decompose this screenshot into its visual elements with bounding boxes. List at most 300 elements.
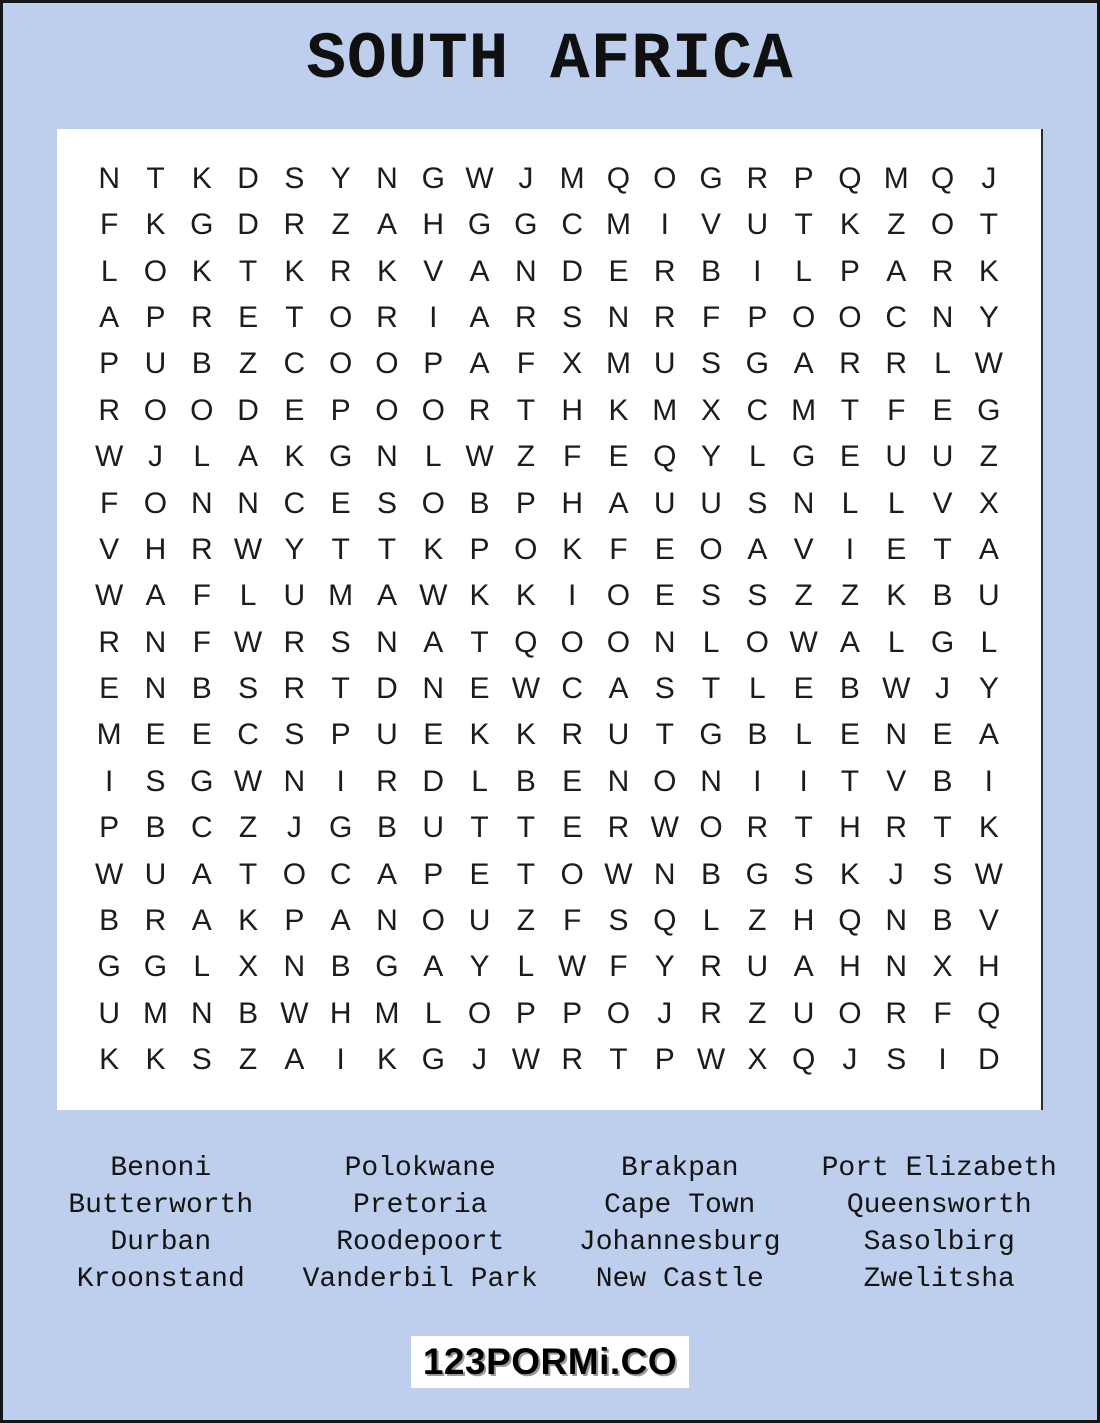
grid-letter: U: [746, 208, 769, 242]
grid-letter: T: [238, 254, 258, 288]
grid-letter: T: [933, 532, 952, 566]
word-item: Sasolbirg: [863, 1227, 1015, 1258]
grid-letter: O: [421, 904, 445, 938]
grid-letter: K: [99, 1043, 120, 1077]
grid-letter: K: [515, 579, 536, 613]
grid-letter: D: [237, 161, 259, 195]
grid-letter: E: [145, 718, 166, 752]
grid-letter: W: [974, 857, 1003, 891]
grid-letter: Q: [930, 161, 955, 195]
grid-letter: D: [237, 208, 259, 242]
grid-letter: O: [514, 532, 538, 566]
grid-letter: R: [700, 950, 722, 984]
grid-letter: N: [422, 672, 445, 706]
grid-letter: E: [238, 300, 259, 334]
grid-letter: A: [839, 625, 860, 659]
grid-letter: R: [468, 393, 491, 427]
word-column: [810, 1150, 1070, 1298]
grid-letter: S: [654, 672, 675, 706]
grid-letter: Y: [978, 300, 999, 334]
grid-letter: O: [745, 625, 769, 659]
grid-letter: L: [795, 718, 812, 752]
grid-letter: G: [745, 347, 769, 381]
grid-letter: O: [143, 254, 168, 288]
grid-letter: P: [469, 532, 490, 566]
word-item: Queensworth: [846, 1190, 1032, 1221]
grid-letter: G: [699, 718, 723, 752]
grid-letter: K: [145, 1043, 166, 1077]
grid-letter: S: [608, 904, 629, 938]
grid-letter: N: [376, 440, 398, 474]
grid-letter: O: [606, 579, 631, 613]
grid-letter: N: [885, 950, 908, 984]
word-column: [291, 1150, 551, 1298]
grid-letter: O: [282, 857, 307, 891]
word-item: New Castle: [595, 1264, 764, 1295]
grid-letter: O: [328, 347, 353, 381]
grid-letter: T: [655, 718, 674, 752]
grid-letter: W: [95, 579, 124, 613]
grid-letter: D: [422, 764, 445, 798]
grid-letter: O: [190, 393, 214, 427]
grid-letter: P: [793, 161, 814, 195]
grid-letter: R: [885, 347, 908, 381]
word-item: Polokwane: [344, 1153, 496, 1184]
grid-letter: B: [238, 996, 259, 1030]
grid-letter: E: [562, 811, 583, 845]
grid-letter: M: [559, 161, 585, 195]
grid-letter: Z: [887, 208, 906, 242]
grid-letter: T: [794, 208, 813, 242]
grid-letter: W: [882, 672, 911, 706]
grid-letter: L: [424, 440, 442, 474]
grid-letter: E: [423, 718, 444, 752]
word-item: Pretoria: [353, 1190, 488, 1221]
grid-letter: T: [516, 811, 536, 845]
grid-letter: N: [283, 764, 306, 798]
grid-letter: S: [747, 579, 768, 613]
grid-letter: W: [280, 996, 309, 1030]
site-logo: [411, 1336, 689, 1388]
grid-letter: Q: [838, 161, 862, 195]
grid-letter: S: [747, 486, 768, 520]
grid-letter: B: [701, 254, 722, 288]
grid-letter: Y: [284, 532, 305, 566]
grid-letter: K: [515, 718, 536, 752]
grid-letter: F: [192, 625, 211, 659]
grid-letter: G: [421, 1043, 445, 1077]
grid-letter: F: [609, 950, 628, 984]
grid-letter: Z: [238, 347, 258, 381]
grid-letter: V: [886, 764, 907, 798]
grid-letter: A: [886, 254, 907, 288]
grid-letter: E: [284, 393, 305, 427]
grid-letter: T: [840, 393, 860, 427]
grid-letter: O: [838, 996, 862, 1030]
grid-letter: R: [885, 811, 908, 845]
grid-letter: P: [839, 254, 860, 288]
grid-letter: J: [147, 440, 163, 474]
grid-letter: Q: [838, 904, 862, 938]
grid-letter: B: [747, 718, 768, 752]
grid-letter: R: [700, 996, 722, 1030]
grid-letter: E: [469, 672, 490, 706]
grid-letter: E: [654, 532, 675, 566]
grid-letter: E: [839, 440, 860, 474]
grid-letter: M: [652, 393, 678, 427]
word-search-panel: [57, 129, 1043, 1110]
grid-letter: G: [143, 950, 168, 984]
grid-letter: R: [561, 1043, 583, 1077]
grid-letter: A: [284, 1043, 305, 1077]
grid-letter: K: [145, 208, 166, 242]
grid-letter: L: [100, 254, 118, 288]
grid-letter: N: [607, 300, 630, 334]
grid-letter: U: [746, 950, 769, 984]
grid-letter: Z: [238, 811, 258, 845]
grid-letter: A: [469, 254, 490, 288]
grid-letter: Q: [791, 1043, 816, 1077]
grid-letter: F: [933, 996, 952, 1030]
grid-letter: I: [336, 1043, 345, 1077]
grid-letter: E: [793, 672, 814, 706]
grid-letter: G: [514, 208, 538, 242]
grid-letter: V: [978, 904, 999, 938]
grid-letter: Z: [748, 904, 767, 938]
grid-letter: M: [96, 718, 122, 752]
grid-letter: Z: [794, 579, 813, 613]
grid-letter: U: [144, 857, 167, 891]
grid-letter: S: [886, 1043, 907, 1077]
grid-letter: W: [465, 161, 494, 195]
grid-letter: R: [329, 254, 352, 288]
grid-letter: M: [605, 208, 631, 242]
grid-letter: P: [654, 1043, 675, 1077]
grid-letter: E: [839, 718, 860, 752]
grid-letter: P: [515, 486, 536, 520]
grid-letter: Z: [238, 1043, 258, 1077]
grid-letter: U: [885, 440, 908, 474]
grid-letter: K: [423, 532, 444, 566]
grid-letter: P: [284, 904, 305, 938]
grid-letter: K: [978, 254, 999, 288]
grid-letter: T: [840, 764, 860, 798]
grid-letter: R: [283, 208, 306, 242]
grid-letter: T: [470, 811, 489, 845]
grid-letter: N: [98, 161, 121, 195]
grid-letter: H: [977, 950, 1000, 984]
grid-letter: N: [190, 996, 213, 1030]
grid-letter: F: [562, 440, 582, 474]
grid-letter: U: [607, 718, 630, 752]
grid-letter: L: [193, 950, 211, 984]
grid-letter: A: [376, 857, 397, 891]
grid-letter: Q: [606, 161, 631, 195]
grid-letter: W: [604, 857, 633, 891]
grid-letter: E: [608, 440, 629, 474]
grid-letter: B: [376, 811, 397, 845]
grid-letter: W: [511, 1043, 541, 1077]
grid-letter: L: [980, 625, 998, 659]
grid-letter: T: [516, 393, 536, 427]
grid-letter: M: [374, 996, 400, 1030]
grid-letter: U: [376, 718, 398, 752]
grid-letter: G: [421, 161, 445, 195]
grid-letter: L: [748, 672, 766, 706]
grid-letter: R: [607, 811, 630, 845]
grid-letter: R: [746, 811, 769, 845]
grid-letter: F: [100, 486, 119, 520]
grid-letter: E: [330, 486, 351, 520]
grid-letter: N: [144, 672, 167, 706]
grid-letter: O: [375, 347, 399, 381]
grid-letter: O: [930, 208, 955, 242]
grid-letter: R: [98, 393, 121, 427]
grid-letter: U: [653, 486, 676, 520]
grid-letter: R: [561, 718, 583, 752]
grid-letter: E: [99, 672, 120, 706]
grid-letter: U: [792, 996, 815, 1030]
grid-letter: P: [423, 347, 444, 381]
grid-letter: Y: [978, 672, 999, 706]
word-item: Johannesburg: [578, 1227, 781, 1258]
grid-letter: L: [239, 579, 257, 613]
grid-letter: J: [657, 996, 673, 1030]
grid-letter: X: [701, 393, 722, 427]
grid-letter: C: [746, 393, 769, 427]
grid-letter: A: [99, 300, 120, 334]
grid-letter: W: [95, 857, 124, 891]
grid-letter: G: [467, 208, 492, 242]
word-item: Cape Town: [604, 1190, 756, 1221]
grid-letter: H: [422, 208, 445, 242]
grid-letter: U: [98, 996, 121, 1030]
grid-letter: N: [237, 486, 259, 520]
grid-letter: Z: [748, 996, 767, 1030]
grid-letter: N: [700, 764, 722, 798]
grid-letter: O: [328, 300, 353, 334]
grid-letter: S: [701, 579, 722, 613]
grid-letter: P: [99, 811, 120, 845]
grid-letter: R: [653, 300, 676, 334]
grid-letter: E: [932, 718, 953, 752]
grid-letter: Y: [330, 161, 351, 195]
grid-letter: I: [753, 254, 762, 288]
grid-letter: R: [190, 532, 213, 566]
grid-letter: Q: [514, 625, 538, 659]
grid-letter: B: [515, 764, 536, 798]
grid-letter: G: [699, 161, 723, 195]
grid-letter: K: [886, 579, 907, 613]
grid-letter: N: [885, 718, 908, 752]
grid-letter: R: [376, 764, 398, 798]
grid-letter: B: [191, 672, 212, 706]
grid-letter: T: [146, 161, 165, 195]
grid-letter: A: [608, 486, 629, 520]
grid-letter: J: [286, 811, 302, 845]
grid-letter: C: [190, 811, 213, 845]
grid-letter: O: [375, 393, 399, 427]
grid-letter: O: [791, 300, 816, 334]
grid-letter: A: [747, 532, 768, 566]
grid-letter: L: [887, 486, 905, 520]
grid-letter: W: [233, 532, 263, 566]
word-list: [3, 1150, 1097, 1298]
grid-letter: C: [329, 857, 352, 891]
grid-letter: H: [792, 904, 815, 938]
grid-letter: S: [284, 718, 305, 752]
grid-letter: F: [562, 904, 582, 938]
grid-letter: R: [931, 254, 954, 288]
grid-letter: C: [561, 208, 583, 242]
grid-letter: K: [238, 904, 259, 938]
grid-letter: R: [653, 254, 676, 288]
grid-letter: N: [792, 486, 815, 520]
grid-letter: A: [978, 718, 999, 752]
grid-letter: B: [932, 579, 953, 613]
grid-letter: T: [794, 811, 813, 845]
grid-letter: T: [933, 811, 952, 845]
grid-letter: N: [190, 486, 213, 520]
grid-letter: S: [238, 672, 259, 706]
grid-letter: O: [421, 486, 445, 520]
grid-letter: Z: [516, 440, 536, 474]
grid-letter: B: [932, 904, 953, 938]
grid-letter: H: [561, 486, 583, 520]
grid-letter: K: [191, 254, 212, 288]
grid-letter: A: [469, 300, 490, 334]
grid-letter: F: [516, 347, 536, 381]
grid-letter: C: [561, 672, 583, 706]
grid-letter: U: [653, 347, 676, 381]
grid-letter: B: [145, 811, 166, 845]
grid-letter: T: [609, 1043, 628, 1077]
grid-letter: R: [839, 347, 861, 381]
grid-letter: P: [423, 857, 444, 891]
grid-letter: V: [423, 254, 444, 288]
grid-letter: V: [793, 532, 814, 566]
grid-letter: G: [190, 208, 214, 242]
grid-letter: X: [238, 950, 259, 984]
grid-letter: I: [799, 764, 808, 798]
grid-letter: O: [653, 764, 677, 798]
grid-letter: F: [887, 393, 906, 427]
grid-letter: A: [978, 532, 999, 566]
grid-letter: I: [336, 764, 345, 798]
grid-letter: W: [233, 625, 263, 659]
grid-letter: I: [938, 1043, 947, 1077]
grid-letter: T: [377, 532, 397, 566]
grid-letter: A: [191, 904, 212, 938]
grid-letter: W: [974, 347, 1003, 381]
grid-letter: D: [977, 1043, 1000, 1077]
grid-letter: P: [330, 718, 351, 752]
grid-letter: W: [95, 440, 124, 474]
grid-letter: K: [608, 393, 629, 427]
grid-letter: O: [560, 857, 584, 891]
puzzle-title: SOUTH AFRICA: [306, 22, 794, 97]
grid-letter: X: [932, 950, 953, 984]
grid-letter: O: [653, 161, 677, 195]
grid-letter: I: [845, 532, 855, 566]
grid-letter: Q: [653, 440, 677, 474]
grid-letter: Y: [654, 950, 675, 984]
grid-letter: W: [696, 1043, 726, 1077]
grid-letter: W: [465, 440, 494, 474]
grid-letter: J: [888, 857, 904, 891]
grid-letter: S: [562, 300, 583, 334]
grid-letter: E: [932, 393, 953, 427]
grid-letter: T: [285, 300, 304, 334]
grid-letter: O: [606, 625, 631, 659]
grid-letter: G: [930, 625, 955, 659]
word-item: Port Elizabeth: [821, 1153, 1057, 1184]
grid-letter: F: [609, 532, 628, 566]
grid-letter: O: [421, 393, 445, 427]
word-item: Brakpan: [620, 1153, 739, 1184]
grid-letter: K: [839, 208, 860, 242]
grid-letter: F: [192, 579, 211, 613]
grid-letter: W: [789, 625, 818, 659]
grid-letter: N: [515, 254, 537, 288]
grid-letter: G: [328, 440, 353, 474]
grid-letter: T: [701, 672, 721, 706]
grid-letter: A: [145, 579, 166, 613]
grid-letter: H: [144, 532, 167, 566]
grid-letter: K: [839, 857, 860, 891]
grid-letter: G: [375, 950, 399, 984]
grid-letter: V: [701, 208, 722, 242]
grid-letter: D: [561, 254, 583, 288]
grid-letter: Q: [977, 996, 1001, 1030]
grid-letter: X: [747, 1043, 768, 1077]
grid-letter: X: [562, 347, 583, 381]
grid-letter: E: [469, 857, 490, 891]
word-item: Benoni: [110, 1153, 212, 1184]
grid-letter: L: [702, 904, 720, 938]
grid-letter: B: [330, 950, 351, 984]
grid-letter: G: [97, 950, 121, 984]
grid-letter: G: [328, 811, 353, 845]
grid-letter: Y: [701, 440, 722, 474]
word-item: Roodepoort: [336, 1227, 505, 1258]
grid-letter: R: [190, 300, 213, 334]
grid-letter: L: [748, 440, 766, 474]
word-column: [550, 1150, 810, 1298]
grid-letter: E: [608, 254, 629, 288]
grid-letter: H: [329, 996, 352, 1030]
grid-letter: P: [145, 300, 166, 334]
grid-letter: C: [237, 718, 259, 752]
grid-letter: B: [99, 904, 120, 938]
grid-letter: B: [839, 672, 860, 706]
grid-letter: R: [885, 996, 908, 1030]
grid-letter: H: [839, 950, 861, 984]
grid-letter: S: [793, 857, 814, 891]
grid-letter: U: [144, 347, 167, 381]
grid-letter: W: [419, 579, 448, 613]
grid-letter: A: [423, 950, 444, 984]
grid-letter: Q: [653, 904, 677, 938]
grid-letter: R: [144, 904, 167, 938]
grid-letter: S: [701, 347, 722, 381]
grid-letter: T: [331, 532, 350, 566]
grid-letter: G: [745, 857, 769, 891]
grid-letter: N: [885, 904, 908, 938]
grid-letter: R: [283, 672, 306, 706]
grid-letter: L: [702, 625, 720, 659]
grid-letter: A: [238, 440, 259, 474]
